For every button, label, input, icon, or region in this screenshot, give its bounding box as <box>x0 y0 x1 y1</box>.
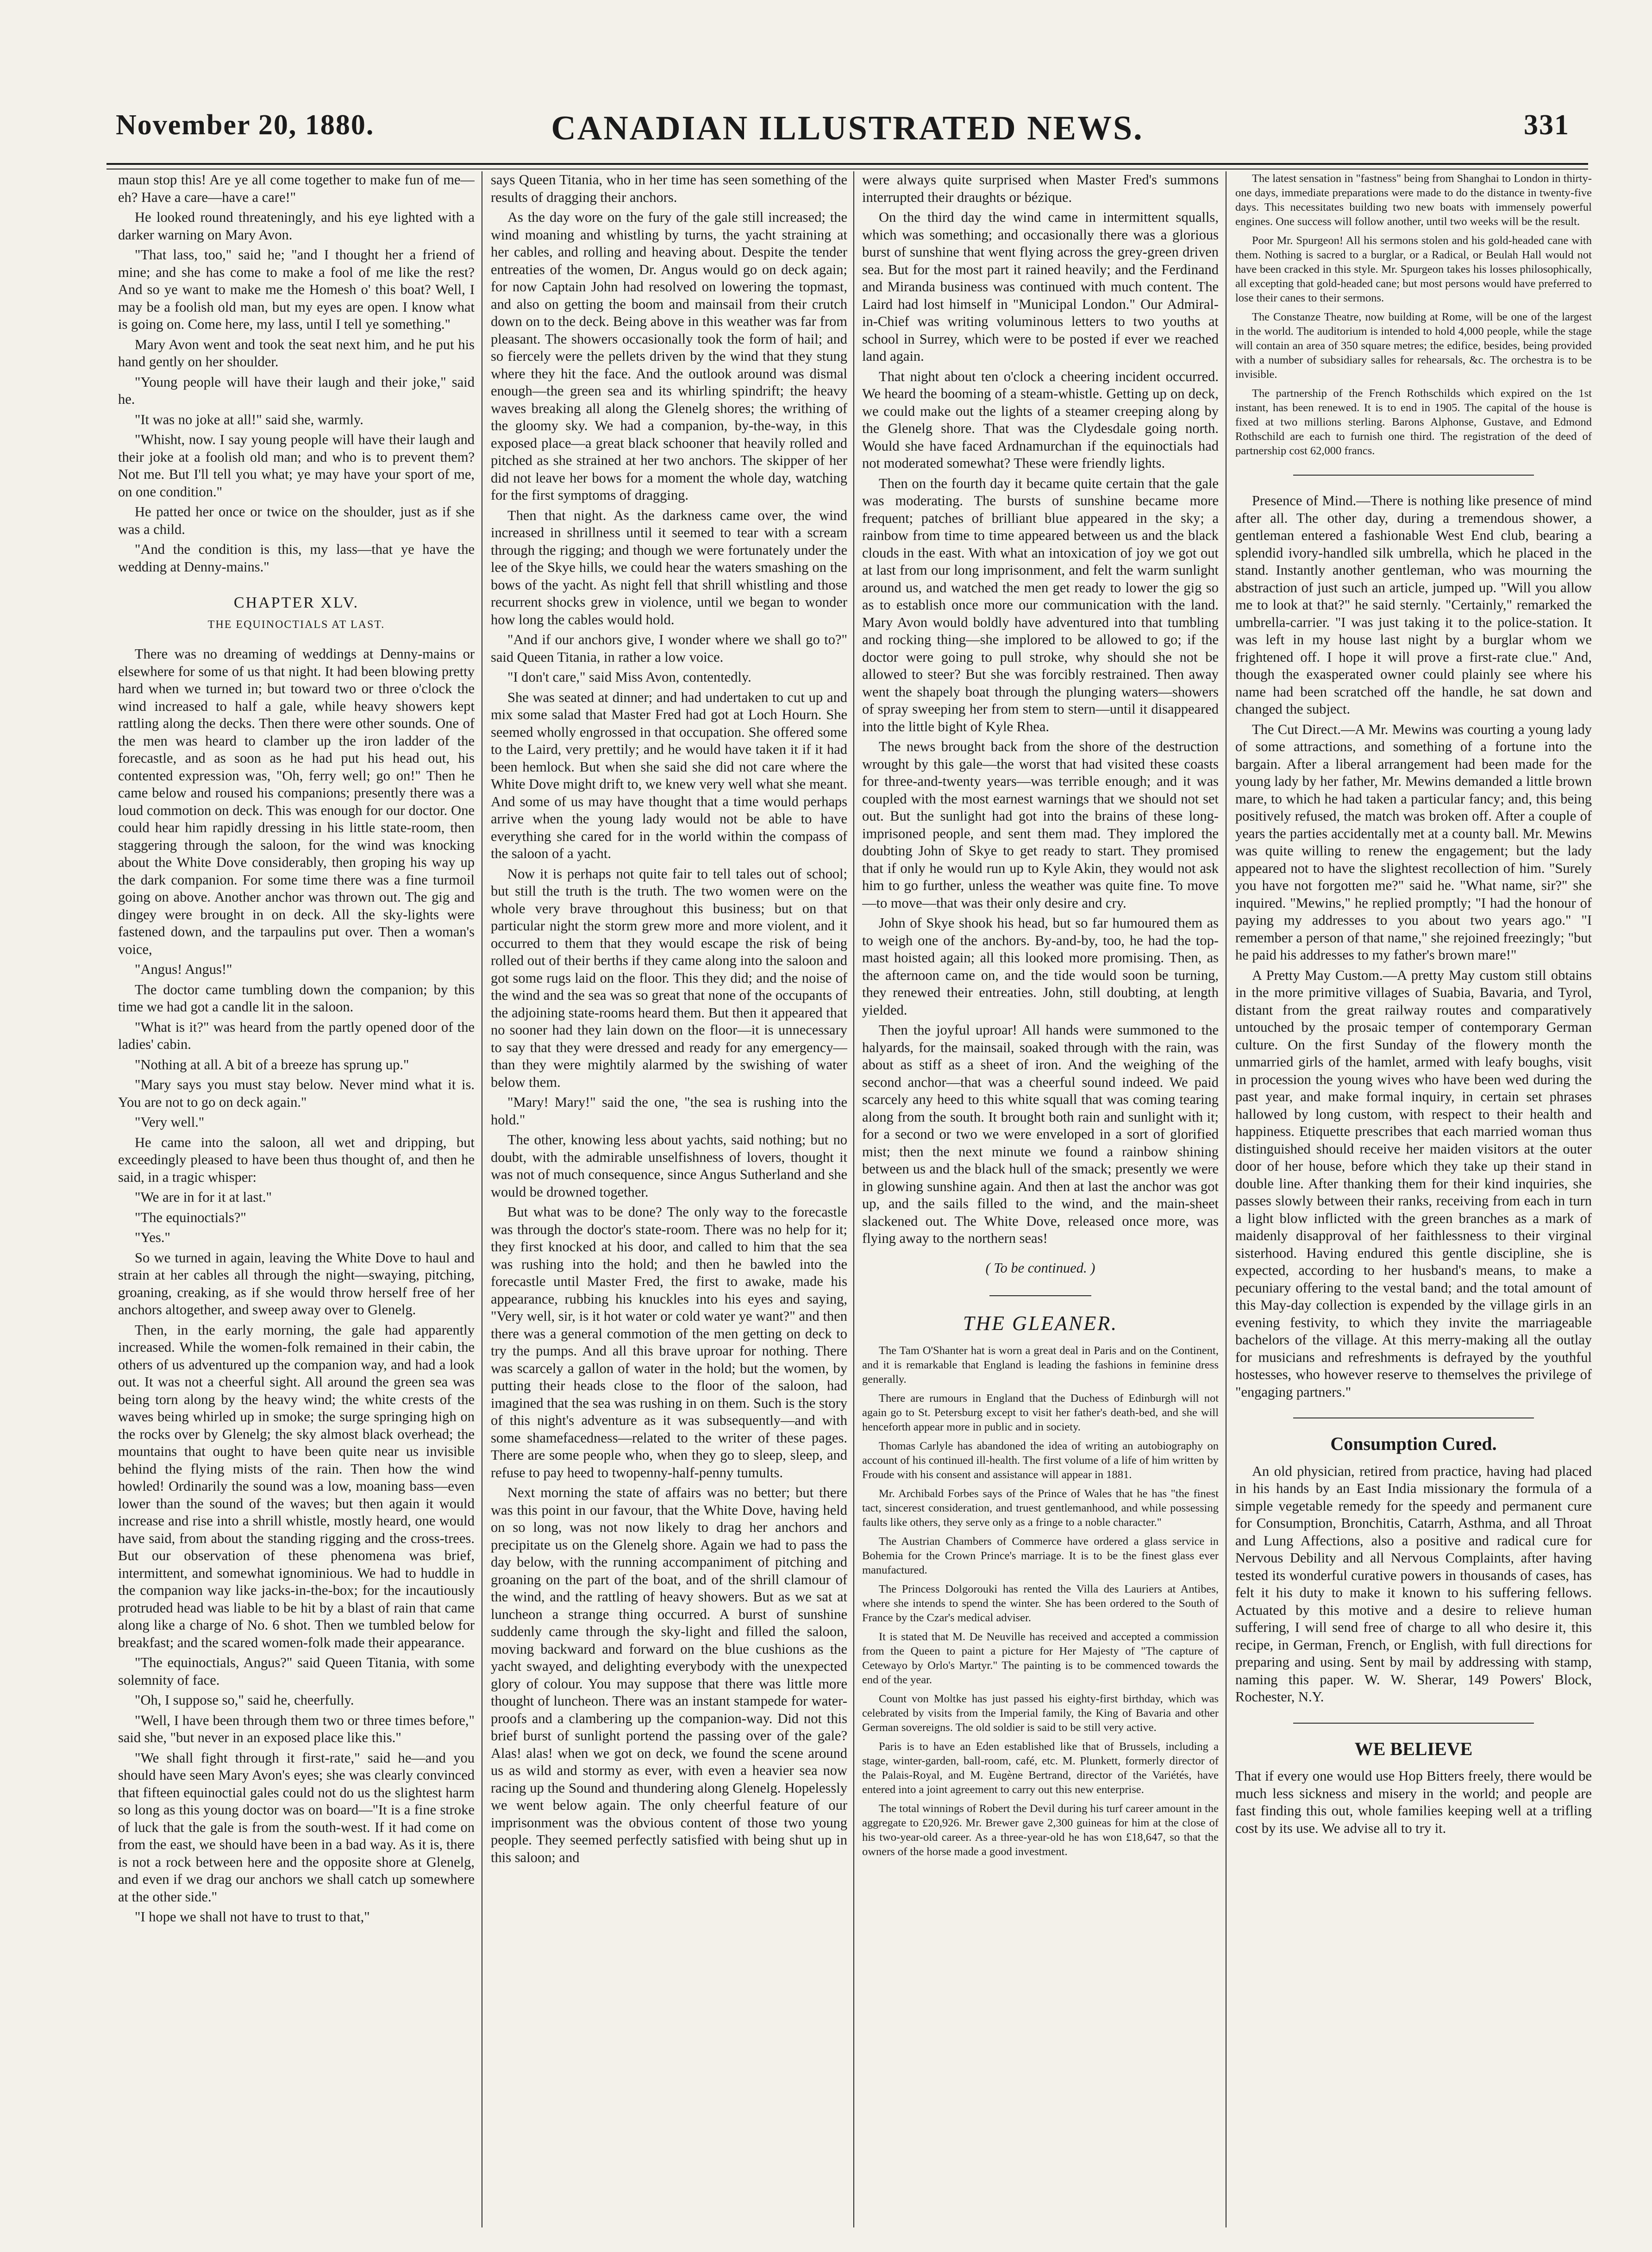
gleaner-item: Paris is to have an Eden established like that of Brussels, including a stage, winter-garden, ball-room, café, etc. M. Plunkett, formerly director of the Palais-Royal, and M. Eugène Bertrand, director of the Variétés, have entered into a joint agreement to carry out this new enterprise. <box>862 1740 1219 1796</box>
paragraph: "The equinoctials?" <box>135 1209 246 1225</box>
paragraph: were always quite surprised when Master Fred's summons interrupted their draughts or bézique. <box>862 172 1219 205</box>
gleaner-item: Thomas Carlyle has abandoned the idea of writing an autobiography on account of his continued ill-health. The first volume of a life of him written by Froude with his consent and assistance will appear in 1881. <box>862 1439 1219 1481</box>
paragraph: "Mary says you must stay below. Never mind what it is. You are not to go on deck again." <box>118 1077 475 1110</box>
gleaner-item: There are rumours in England that the Duchess of Edinburgh will not again go to St. Petersburg except to visit her father's death-bed, and she will henceforth appear more in public and in society. <box>862 1392 1219 1433</box>
chapter-subheading: THE EQUINOCTIALS AT LAST. <box>207 618 385 631</box>
issue-date: November 20, 1880. <box>116 109 375 141</box>
gleaner-item: It is stated that M. De Neuville has received and accepted a commission from the Queen to paint a picture for Her Majesty of "The capture of Cetewayo by Orlo's Martyr." The painting is to be commenced towards the end of the year. <box>862 1630 1219 1686</box>
paragraph: "And the condition is this, my lass—that ye have the wedding at Denny-mains." <box>118 541 475 575</box>
gleaner-item: The Tam O'Shanter hat is worn a great deal in Paris and on the Continent, and it is remarkable that England is leading the fashions in feminine dress generally. <box>862 1344 1219 1386</box>
paragraph: A Pretty May Custom.—A pretty May custom still obtains in the more primitive villages of Suabia, Bavaria, and Tyrol, distant from the great railway routes and comparatively untouched by the prosaic temper of contemporary German culture. On the first Sunday of the flowery month the unmarried girls of the hamlet, armed with leafy boughs, visit in procession the young wives who have been wed during the past year, and make formal inquiry, in certain set phrases hallowed by long custom, with respect to their health and happiness. Etiquette prescribes that each married woman thus distinguished should receive her maiden visitors at the outer door of her house, before which they take up their stand in double line. After thanking them for their kind inquiries, she passes slowly between their ranks, receiving from each in turn a light blow inflicted with the green branches as a mark of maidenly disapproval of her faithlessness to their virginal sisterhood. Having endured this gentle discipline, she is expected, according to her husband's means, to make a pecuniary offering to the vestal band; and the total amount of this May-day collection is expended by the village girls in an evening festivity, to which they invite the marriageable bachelors of the village. At this merry-making all the outlay for musicians and refreshments is defrayed by the youthful hostesses, who however reserve to themselves the privilege of "engaging partners." <box>1235 967 1592 1400</box>
advert-title: Consumption Cured. <box>1330 1433 1497 1454</box>
paragraph: "The equinoctials, Angus?" said Queen Titania, with some solemnity of face. <box>118 1655 475 1688</box>
advert-body: That if every one would use Hop Bitters freely, there would be much less sickness and misery in the world; and people are fast finding this out, whole families keeping well at a trifling cost by its use. We advise all to try it. <box>1235 1768 1592 1836</box>
publication-title: CANADIAN ILLUSTRATED NEWS. <box>551 109 1144 147</box>
paragraph: "Well, I have been through them two or three times before," said she, "but never in an exposed place like this." <box>118 1712 475 1745</box>
paragraph: He patted her once or twice on the shoulder, just as if she was a child. <box>118 504 475 537</box>
section-divider <box>1293 1723 1534 1724</box>
paragraph: maun stop this! Are ye all come together to make fun of me—eh? Have a care—have a care!" <box>118 172 475 205</box>
paragraph: Next morning the state of affairs was no better; but there was this point in our favour, that the White Dove, having held on so long, was not now likely to drag her anchors and precipitate us on the Glenelg shore. Again we had to pass the day below, with the running accompaniment of pitching and groaning on the part of the boat, and of the shrill clamour of the wind, and the rattling of heavy showers. But as we sat at luncheon a strange thing occurred. A burst of sunshine suddenly came through the sky-light and filled the saloon, moving backward and forward on the blue cushions as the yacht swayed, and delighting everybody with the unexpected glory of colour. You may suppose that there was little more thought of luncheon. There was an instant stampede for water-proofs and a clambering up the companion-way. Did not this brief burst of sunlight portend the passing over of the gale? Alas! alas! when we got on deck, we found the scene around us as wild and stormy as ever, with even a heavier sea now racing up the Sound and thundering along Glenelg. Hopelessly we went below again. The only cheerful feature of our imprisonment was the obvious content of those two young people. They seemed perfectly satisfied with being shut up in this saloon; and <box>491 1485 847 1865</box>
gleaner-item: Mr. Archibald Forbes says of the Prince of Wales that he has "the finest tact, sincerest consideration, and truest gentlemanhood, and while possessing faults like others, they serve only as a fringe to a noble character." <box>862 1487 1219 1529</box>
masthead <box>106 104 1588 155</box>
column-2 <box>491 171 847 2227</box>
header-rule <box>106 163 1588 169</box>
paragraph: Then, in the early morning, the gale had apparently increased. While the women-folk remained in their cabin, the others of us adventured up the companion way, and had a look out. It was not a cheerful sight. All around the green sea was being torn along by the heavy wind; the white crests of the waves being whirled up in smoke; the surge springing high on the rocks over by Glenelg; the sky almost black overhead; the mountains that ought to have been quite near us invisible behind the flying mists of the rain. Then how the wind howled! Ordinarily the sound was a low, moaning bass—even lower than the sound of the waves; but then again it would increase and rise into a shrill whistle, mostly heard, one would have said, from about the standing rigging and the cross-trees. But our observation of these phenomena was brief, intermittent, and somewhat ignominious. We had to huddle in the companion way like jacks-in-the-box; for the incautiously protruded head was liable to be hit by a blast of rain that came along like a charge of No. 6 shot. Then we tumbled below for breakfast; and the scared women-folk made their appearance. <box>118 1322 475 1650</box>
paragraph: Mary Avon went and took the seat next him, and he put his hand gently on her shoulder. <box>118 336 475 370</box>
paragraph: "It was no joke at all!" said she, warmly. <box>135 411 363 427</box>
column-divider <box>853 171 854 2227</box>
paragraph: The doctor came tumbling down the companion; by this time we had got a candle lit in the saloon. <box>118 981 475 1015</box>
gleaner-item: The Austrian Chambers of Commerce have ordered a glass service in Bohemia for the Crown Prince's marriage. It is to be the finest glass ever manufactured. <box>862 1535 1219 1576</box>
news-item: Poor Mr. Spurgeon! All his sermons stolen and his gold-headed cane with them. Nothing is sacred to a burglar, or a Radical, or Beulah Hall would not have been cracked in this style. Mr. Spurgeon takes his losses philosophically, all excepting that gold-headed cane; but most persons would have preferred to lose their canes to their sermons. <box>1235 234 1592 304</box>
paragraph: The other, knowing less about yachts, said nothing; but no doubt, with the admirable unselfishness of lovers, thought it was not of much consequence, since Angus Sutherland and she would be drowned together. <box>491 1132 847 1200</box>
gleaner-item: The total winnings of Robert the Devil during his turf career amount in the aggregate to £20,926. Mr. Brewer gave 2,300 guineas for him at the close of his two-year-old career. As a three-year-old he has won £18,647, so that the owners of the horse made a good investment. <box>862 1802 1219 1858</box>
column-4 <box>1235 171 1592 2227</box>
paragraph: "Yes." <box>135 1230 170 1245</box>
advert-body: An old physician, retired from practice, having had placed in his hands by an East India missionary the formula of a simple vegetable remedy for the speedy and permanent cure for Consumption, Bronchitis, Catarrh, Asthma, and all Throat and Lung Affections, also a positive and radical cure for Nervous Debility and all Nervous Complaints, after having tested its wonderful curative powers in thousands of cases, has felt it his duty to make it known to his suffering fellows. Actuated by this motive and a desire to relieve human suffering, I will send free of charge to all who desire it, this recipe, in German, French, or English, with full directions for preparing and using. Sent by mail by addressing with stamp, naming this paper. W. W. Sherar, 149 Powers' Block, Rochester, N.Y. <box>1235 1463 1592 1705</box>
section-divider <box>1293 475 1534 476</box>
paragraph: Then the joyful uproar! All hands were summoned to the halyards, for the mainsail, soaked through with the rain, was about as stiff as a sheet of iron. And the weighing of the second anchor—that was a cheerful sound indeed. We paid scarcely any heed to this white squall that was coming tearing along from the south. It brought both rain and sunlight with it; for a second or two we were enveloped in a sort of glorified mist; then the next minute we found a rainbow shining between us and the black hull of the smack; presently we were in glowing sunshine again. And then at last the anchor was got up, and the sails filled to the wind, and the main-sheet slackened out. The White Dove, released once more, was flying away to the northern seas! <box>862 1022 1219 1246</box>
paragraph: He looked round threateningly, and his eye lighted with a darker warning on Mary Avon. <box>118 209 475 243</box>
paragraph: Presence of Mind.—There is nothing like presence of mind after all. The other day, during a tremendous shower, a gentleman entered a fashionable West End club, bearing a splendid ivory-handled silk umbrella, which he placed in the stand. Instantly another gentleman, who was mourning the abstraction of just such an article, jumped up. "Will you allow me to look at that?" he said sternly. "Certainly," remarked the umbrella-carrier. "I was just taking it to the police-station. It was left in my house last night by a burglar whom we frightened off. I hope it will prove a first-rate clue." And, though the exasperated owner could plainly see where his name had been scratched off the handle, he sat down and changed the subject. <box>1235 493 1592 717</box>
advert-title: WE BELIEVE <box>1354 1738 1473 1759</box>
paragraph: On the third day the wind came in intermittent squalls, which was something; and occasionally there was a glorious burst of sunshine that went flying across the grey-green driven sea. But for the most part it rained heavily; and the Ferdinand and Miranda business was continued with much content. The Laird had lost himself in "Municipal London." Our Admiral-in-Chief was writing voluminous letters to two youths at school in Surrey, which were to be posted if ever we reached land again. <box>862 209 1219 364</box>
paragraph: "Young people will have their laugh and their joke," said he. <box>118 374 475 407</box>
paragraph: "Mary! Mary!" said the one, "the sea is rushing into the hold." <box>491 1094 847 1128</box>
paragraph: But what was to be done? The only way to the forecastle was through the doctor's state-room. There was no help for it; they first knocked at his door, and called to him that the sea was rushing into the hold; and then he bawled into the forecastle until Master Fred, the first to awake, made his appearance, rubbing his knuckles into his eyes and saying, "Very well, sir, is it hot water or cold water ye want?" and then there was a general commotion of the men getting on deck to try the pumps. And all this brave uproar for nothing. There was scarcely a gallon of water in the hold; but the women, by putting their heads close to the floor of the saloon, had imagined that the sea was rushing in on them. Such is the story of this night's adventure as it was subsequently—and with some shamefacedness—related to the writer of these pages. There are some people who, when they go to sleep, sleep, and refuse to pay heed to twopenny-half-penny tumults. <box>491 1204 847 1480</box>
paragraph: There was no dreaming of weddings at Denny-mains or elsewhere for some of us that night. It had been blowing pretty hard when we turned in; but toward two or three o'clock the wind increased to half a gale, while heavy showers kept rattling along the decks. Then there were other sounds. One of the men was heard to clamber up the iron ladder of the forecastle, and as soon as he had put his head out, his contented expression was, "Oh, ferry well; go on!" Then he came below and roused his companions; presently there was a loud commotion on deck. This was enough for our doctor. One could hear him rapidly dressing in his little state-room, then staggering through the saloon, for the wind was knocking about the White Dove considerably, then groping his way up the dark companion. For some time there was a fine turmoil going on above. Another anchor was thrown out. The gig and dingey were brought in on deck. All the sky-lights were fastened down, and the tarpaulins put over. Then a woman's voice, <box>118 646 475 957</box>
paragraph: says Queen Titania, who in her time has seen something of the results of dragging their anchors. <box>491 172 847 205</box>
news-item: The partnership of the French Rothschilds which expired on the 1st instant, has been renewed. It is to end in 1905. The capital of the house is fixed at two millions sterling. Barons Alphonse, Gustave, and Edmond Rothschild are each to furnish one third. The registration of the deed of partnership cost 62,000 francs. <box>1235 387 1592 457</box>
paragraph: Then that night. As the darkness came over, the wind increased in shrillness until it seemed to tear with a scream through the rigging; and though we were fortunately under the lee of the Skye hills, we could hear the waters smashing on the bows of the yacht. As night fell that shrill whistling and those recurrent shocks grew in violence, until we began to wonder how long the cables would hold. <box>491 507 847 627</box>
paragraph: She was seated at dinner; and had undertaken to cut up and mix some salad that Master Fred had got at Loch Hourn. She seemed wholly engrossed in that occupation. She offered some to the Laird, very prettily; and he would have taken it if it had been hemlock. But when she said she did not care where the White Dove might drift to, we knew very well what she meant. And some of us may have thought that a time would perhaps arrive when the young lady would not be able to have everything she cared for in the world within the compass of the saloon of a yacht. <box>491 689 847 861</box>
gleaner-item: The Princess Dolgorouki has rented the Villa des Lauriers at Antibes, where she intends to spend the winter. She has been ordered to the South of France by the Czar's medical adviser. <box>862 1582 1219 1624</box>
section-title: THE GLEANER. <box>963 1312 1118 1335</box>
paragraph: The news brought back from the shore of the destruction wrought by this gale—the worst that had visited these coasts for three-and-twenty years—was terrible enough; and it was coupled with the most earnest warnings that we should not set out. But the sunlight had got into the brains of these long-imprisoned people, and sent them mad. They implored the doubting John of Skye to get ready to start. They promised that if only he would run up to Kyle Akin, they would not ask him to go further, unless the weather was quite fine. To move—to move—that was their only desire and cry. <box>862 739 1219 911</box>
column-1 <box>118 171 475 2227</box>
paragraph: "Whisht, now. I say young people will have their laugh and their joke at a foolish old man; and who is to prevent them? Not me. But I'll tell you what; ye may have your sport of me, on one condition." <box>118 432 475 500</box>
paragraph: "I don't care," said Miss Avon, contentedly. <box>507 669 751 685</box>
news-item: The Constanze Theatre, now building at Rome, will be one of the largest in the world. The auditorium is intended to hold 4,000 people, while the stage will contain an area of 350 square metres; the edifice, besides, being provided with a number of subsidiary salles for rehearsals, &c. The orchestra is to be invisible. <box>1235 311 1592 381</box>
paragraph: "And if our anchors give, I wonder where we shall go to?" said Queen Titania, in rather a low voice. <box>491 632 847 665</box>
paragraph: He came into the saloon, all wet and dripping, but exceedingly pleased to have been thus thought of, and then he said, in a tragic whisper: <box>118 1134 475 1185</box>
paragraph: That night about ten o'clock a cheering incident occurred. We heard the booming of a steam-whistle. Getting up on deck, we could make out the lights of a steamer creeping along by the Glenelg shore. That was the Clydesdale going north. Would she have faced Ardnamurchan if the equinoctials had not moderated somewhat? These were friendly lights. <box>862 368 1219 471</box>
to-be-continued: ( To be continued. ) <box>985 1260 1095 1276</box>
page-number: 331 <box>1524 109 1570 141</box>
gleaner-item: Count von Moltke has just passed his eighty-first birthday, which was celebrated by visits from the Imperial family, the King of Bavaria and other German sovereigns. The old soldier is said to be still very active. <box>862 1692 1219 1734</box>
column-3 <box>862 171 1219 2227</box>
paragraph: "Nothing at all. A bit of a breeze has sprung up." <box>135 1056 409 1073</box>
chapter-heading: CHAPTER XLV. <box>233 594 359 611</box>
section-divider <box>989 1295 1091 1296</box>
paragraph: "Very well." <box>135 1114 205 1130</box>
paragraph: John of Skye shook his head, but so far humoured them as to weigh one of the anchors. By-and-by, too, he had the top-mast hoisted again; all this looked more promising. Then, as the afternoon came on, and the tide would soon be turning, they renewed their entreaties. John, still doubting, at length yielded. <box>862 915 1219 1018</box>
paragraph: As the day wore on the fury of the gale still increased; the wind moaning and whistling by turns, the yacht straining at her cables, and rolling and heaving about. Despite the tender entreaties of the women, Dr. Angus would go on deck again; for now Captain John had resolved on lowering the topmast, and also on getting the boom and mainsail from their crutch down on to the deck. Being above in this weather was far from pleasant. The showers occasionally took the form of hail; and so fiercely were the pellets driven by the wind that they stung where they hit the face. And the outlook around was dismal enough—the green sea and its whirling spindrift; the heavy waves breaking all along the Glenelg shores; the writhing of the gloomy sky. We had a companion, by-the-way, in this exposed place—a great black schooner that heavily rolled and pitched as she strained at her two anchors. The skipper of her did not leave her bows for a moment the whole day, watching for the first symptoms of dragging. <box>491 209 847 503</box>
paragraph: "We shall fight through it first-rate," said he—and you should have seen Mary Avon's eyes; she was clearly convinced that fifteen equinoctial gales could not do us the slightest harm so long as this young doctor was on board—"It is a fine stroke of luck that the gale is from the south-west. If it had come on from the east, we should have been in a bad way. As it is, there is not a rock between here and the opposite shore at Glenelg, and even if we drag our anchors we shall catch up somewhere at the other side." <box>118 1750 475 1905</box>
paragraph: So we turned in again, leaving the White Dove to haul and strain at her cables all through the night—swaying, pitching, groaning, creaking, as if she would throw herself free of her anchors altogether, and sweep away over to Glenelg. <box>118 1249 475 1317</box>
paragraph: "We are in for it at last." <box>135 1189 272 1205</box>
paragraph: Then on the fourth day it became quite certain that the gale was moderating. The bursts of sunshine became more frequent; patches of brilliant blue appeared in the sky; a rainbow from time to time appeared between us and the black clouds in the east. With what an intoxication of joy we got out at last from our long imprisonment, and felt the warm sunlight around us, and watched the men get ready to lower the gig so as to establish once more our communication with the land. Mary Avon would boldly have adventured into that tumbling and rocking thing—she implored to be allowed to go; if the doctor were going to pull stroke, why should she not be allowed to steer? But she was forcibly restrained. Then away went the shapely boat through the plunging waters—showers of spray sweeping her from stem to stern—until it disappeared into the little bight of Kyle Rhea. <box>862 475 1219 734</box>
paragraph: The Cut Direct.—A Mr. Mewins was courting a young lady of some attractions, and something of a fortune into the bargain. After a liberal arrangement had been made for the young lady by her father, Mr. Mewins demanded a little brown mare, to which he had taken a particular fancy; and, this being positively refused, the match was broken off. After a couple of years the parties accidentally met at a county ball. Mr. Mewins was quite willing to renew the engagement; but the lady appeared not to have the slightest recollection of him. "Surely you have not forgotten me?" said he. "What name, sir?" she inquired. "Mewins," he replied promptly; "I had the honour of paying my addresses to you about two years ago." "I remember a person of that name," she rejoined freezingly; "but he paid his addresses to my father's brown mare!" <box>1235 721 1592 963</box>
paragraph: "That lass, too," said he; "and I thought her a friend of mine; and she has come to make a fool of me like the rest? And so ye want to make me the Homesh o' this boat? Well, I may be a foolish old man, but my eyes are open. I know what is going on. Come here, my lass, until I tell ye something." <box>118 247 475 332</box>
paragraph: "What is it?" was heard from the partly opened door of the ladies' cabin. <box>118 1019 475 1052</box>
paragraph: "Angus! Angus!" <box>135 961 232 977</box>
paragraph: "I hope we shall not have to trust to that," <box>135 1909 370 1925</box>
news-item: The latest sensation in "fastness" being from Shanghai to London in thirty-one days, immediate preparations were made to do the distance in twenty-five days. This necessitates building two new boats with immensely powerful engines. One success will follow another, until two weeks will be the result. <box>1235 172 1592 228</box>
paragraph: Now it is perhaps not quite fair to tell tales out of school; but still the truth is the truth. The two women were on the whole very brave throughout this business; but on that particular night the storm grew more and more violent, and it occurred to them that they would escape the risk of being rolled out of their berths if they came along into the saloon and got some rugs laid on the floor. This they did; and the noise of the wind and the sea was so great that none of the occupants of the adjoining state-rooms heard them. But then it appeared that no sooner had they lain down on the floor—it is unnecessary to say that they were dressed and ready for any emergency—than they were mightily alarmed by the swishing of water below them. <box>491 866 847 1090</box>
paragraph: "Oh, I suppose so," said he, cheerfully. <box>135 1692 354 1708</box>
